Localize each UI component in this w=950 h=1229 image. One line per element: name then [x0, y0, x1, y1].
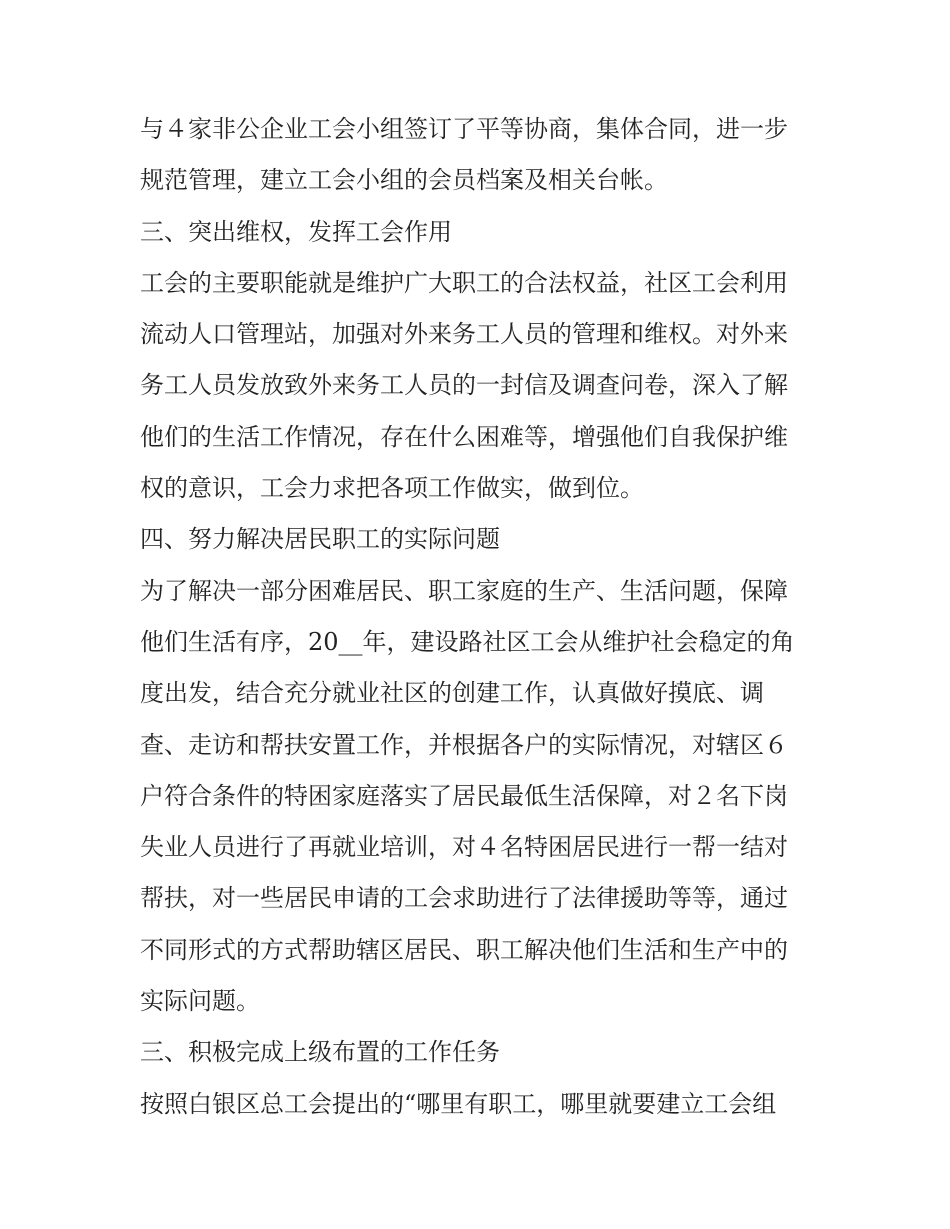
text-line-6: 务工人员发放致外来务工人员的一封信及调查问卷，深入了解: [140, 371, 788, 400]
text-line-14: 户符合条件的特困家庭落实了居民最低生活保障，对２名下岗: [140, 781, 788, 810]
text-line-15: 失业人员进行了再就业培训，对４名特困居民进行一帮一结对: [140, 833, 788, 862]
document-body: [140, 104, 820, 1130]
text-line-13: 查、走访和帮扶安置工作，并根据各户的实际情况，对辖区６: [140, 730, 788, 759]
text-line-18: 实际问题。: [140, 987, 260, 1016]
section-heading-3: 三、突出维权，发挥工会作用: [140, 217, 452, 246]
text-line-20: 按照白银区总工会提出的“哪里有职工，哪里就要建立工会组: [140, 1089, 777, 1118]
text-line-12: 度出发，结合充分就业社区的创建工作，认真做好摸底、调: [140, 679, 764, 708]
text-line-16: 帮扶，对一些居民申请的工会求助进行了法律援助等等，通过: [140, 884, 788, 913]
text-line-2: 规范管理，建立工会小组的会员档案及相关台帐。: [140, 166, 668, 195]
text-line-4: 工会的主要职能就是维护广大职工的合法权益，社区工会利用: [140, 268, 788, 297]
text-line-8: 权的意识，工会力求把各项工作做实，做到位。: [140, 474, 644, 503]
section-heading-4: 四、努力解决居民职工的实际问题: [140, 525, 500, 554]
text-line-5: 流动人口管理站，加强对外来务工人员的管理和维权。对外来: [140, 320, 788, 349]
section-heading-5: 三、积极完成上级布置的工作任务: [140, 1038, 500, 1067]
text-line-7: 他们的生活工作情况，存在什么困难等，增强他们自我保护维: [140, 422, 788, 451]
text-line-11: 他们生活有序，20__年，建设路社区工会从维护社会稳定的角: [140, 627, 795, 656]
text-line-1: 与４家非公企业工会小组签订了平等协商，集体合同，进一步: [140, 115, 788, 143]
text-line-10: 为了解决一部分困难居民、职工家庭的生产、生活问题，保障: [140, 576, 788, 605]
text-line-17: 不同形式的方式帮助辖区居民、职工解决他们生活和生产中的: [140, 935, 788, 964]
